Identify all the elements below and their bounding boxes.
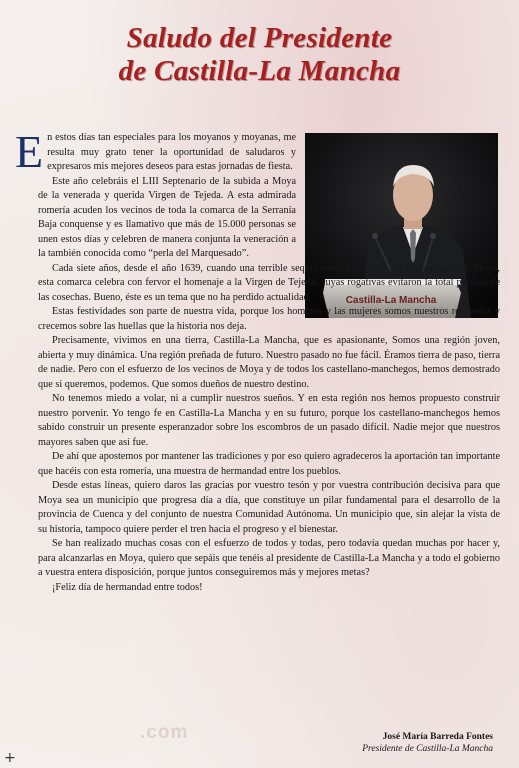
crop-mark: +: [4, 750, 16, 766]
paragraph-1: En estos días tan especiales para los moyanos y moyanas, me resulta muy grato tener la oportunidad de saludaros y expresaros mis mejores deseos para estas jornadas de fiesta.: [15, 126, 296, 177]
title-line-2: de Castilla-La Mancha: [118, 55, 401, 87]
paragraph-6: No tenemos miedo a volar, ni a cumplir nuestros sueños. Y en esta región nos hemos propuesto construir nuestro porvenir. Yo tengo fe en Castilla-La Mancha y en su futuro, porque los castellano-manchegos hemos sabido construir un presente esperanzador sobre los escombros de un pasado difícil. Nadie mejor que nuestros mayores saben que así fue.: [38, 393, 500, 448]
paragraph-8: Desde estas líneas, quiero daros las gracias por vuestro tesón y por vuestra contribución decisiva para que Moya sea un municipio que progresa día a día, que constituye un pilar fundamental para el desarrollo de la provincia de Cuenca y del conjunto de nuestra Comunidad Autónoma. Un municipio que, sin alejar la vista de su historia, tampoco quiere perder el tren hacia el progreso y el bienestar.: [38, 480, 500, 535]
title-line-1: Saludo del Presidente: [126, 22, 393, 54]
watermark: .com: [140, 722, 189, 743]
paragraph-2: Este año celebráis el LIII Septenario de la subida a Moya de la venerada y querida Virgen de Tejeda. A esta admirada romería acuden los vecinos de toda la comarca de la Serranía Baja conquense y es llamativo que más de 15.000 personas se unen estos días y celebren de manera conjunta la veneración a la también conocida como “perla del Marquesado”.: [38, 175, 296, 259]
paragraph-5: Precisamente, vivimos en una tierra, Castilla-La Mancha, que es apasionante, Somos una región joven, abierta y muy dinámica. Una región preñada de futuro. Nuestro pasado no fue fácil. Éramos tierra de paso, tierra de nadie. Pero con el esfuerzo de los vecinos de Moya y de todos los castellano-manchegos, hemos demostrado que si queremos, podemos. Que somos dueños de nuestro destino.: [38, 335, 500, 390]
signature-role: Presidente de Castilla-La Mancha: [362, 744, 493, 754]
paragraph-9: Se han realizado muchas cosas con el esfuerzo de todos y todas, pero todavía quedan muchas por hacer y, para alcanzarlas en Moya, quiero que sepáis que tenéis al presidente de Castilla-La Mancha y a todo el gobierno a vuestra entera disposición, porque juntos conseguiremos más y mejores metas?: [38, 538, 500, 578]
paragraph-4: Estas festividades son parte de nuestra vida, porque los hombres y las mujeres somos nuestros recuerdos y crecemos sobre las huellas que la historia nos deja.: [38, 306, 500, 332]
podium-label: Castilla-La Mancha: [345, 295, 437, 306]
letter-body: [15, 126, 500, 595]
paragraph-10: ¡Feliz día de hermandad entre todos!: [52, 581, 203, 593]
paragraph-7: De ahí que apostemos por mantener las tradiciones y por eso quiero agradeceros la aportación tan importante que hacéis con esta romería, una muestra de hermandad entre los pueblos.: [38, 451, 500, 477]
dropcap: E: [15, 126, 44, 177]
paragraph-3: Cada siete años, desde el año 1639, cuando una terrible sequía asoló las tierras del Marquesado de Moya, esta comarca celebra con fervor el homenaje a la Virgen de Tejeda, cuyas rogativas evitaron la total pérdida de las cosechas. Bueno, éste es un tema que no ha perdido actualidad.: [38, 262, 500, 303]
signature-name: José María Barreda Fontes: [382, 732, 493, 742]
page-title: [0, 22, 519, 88]
signature: [362, 731, 493, 755]
